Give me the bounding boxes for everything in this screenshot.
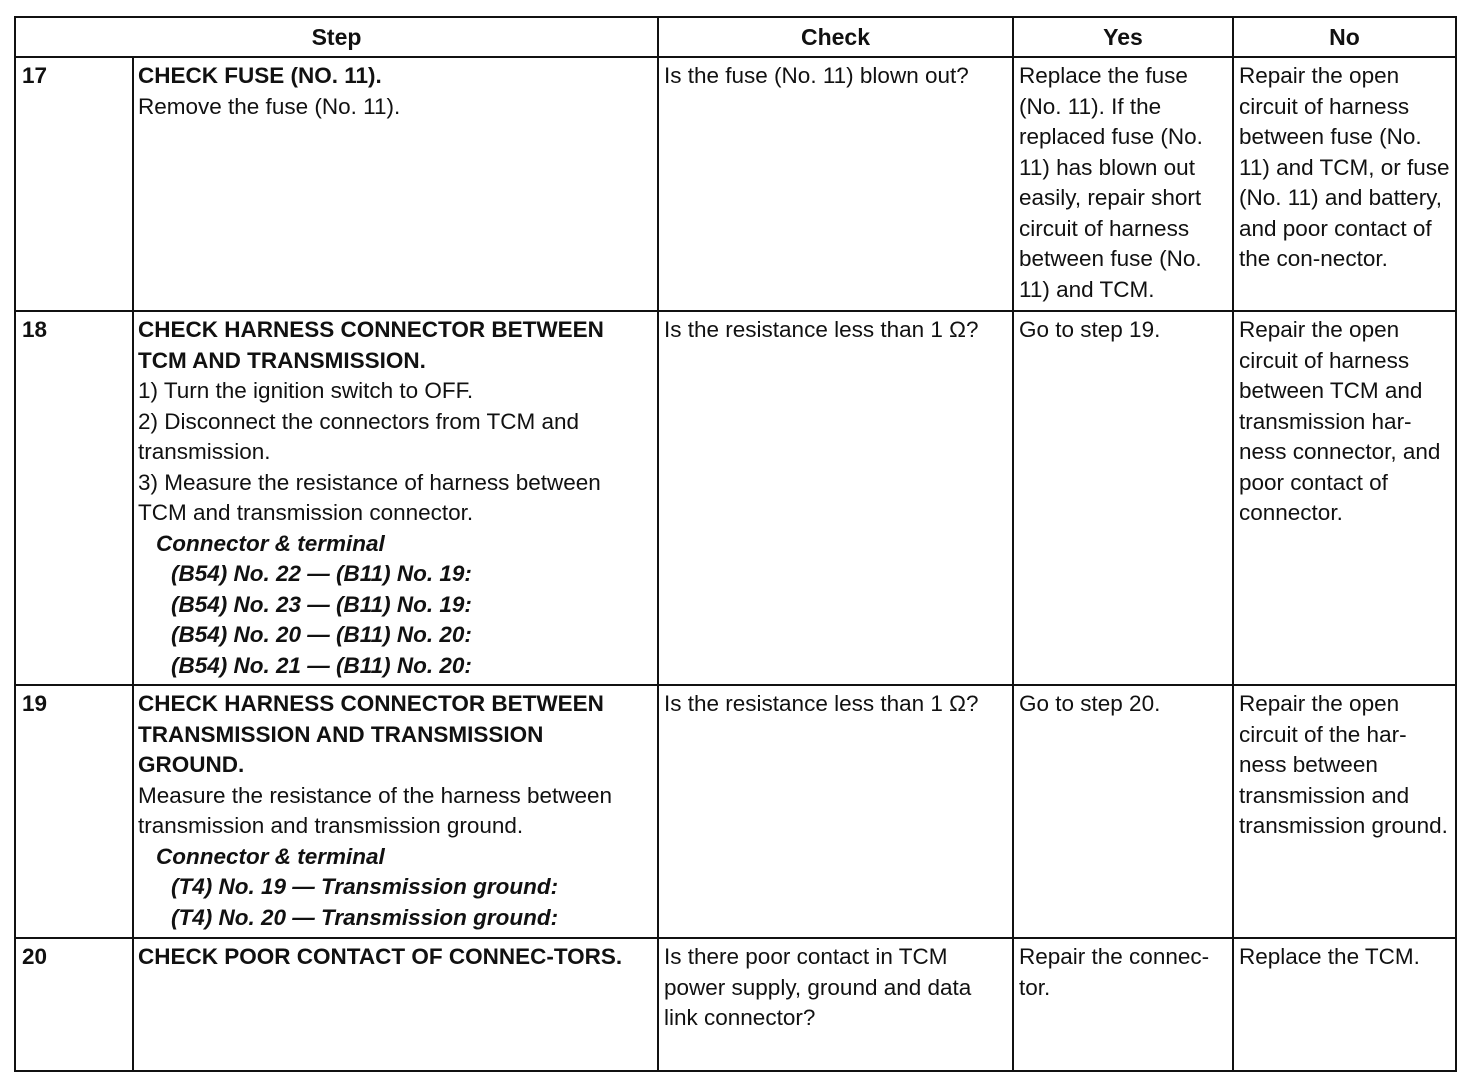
check-cell (658, 685, 1013, 938)
step-description (133, 685, 658, 938)
no-text: Repair the open circuit of the har-ness between transmission and transmission ground. (1239, 691, 1448, 838)
step-title: CHECK POOR CONTACT OF CONNEC-TORS. (138, 944, 623, 969)
step-number: 17 (15, 57, 133, 311)
step-instruction: 2) Disconnect the connectors from TCM and transmission. (138, 408, 580, 464)
header-yes: Yes (1013, 17, 1233, 57)
check-cell (658, 311, 1013, 685)
header-no: No (1233, 17, 1456, 57)
step-description (133, 57, 658, 311)
header-step: Step (15, 17, 658, 57)
yes-cell (1013, 685, 1233, 938)
terminal-pair: (B54) No. 21 — (B11) No. 20: (171, 652, 472, 678)
yes-text: Repair the connec-tor. (1019, 944, 1210, 1000)
check-cell (658, 57, 1013, 311)
yes-text: Go to step 20. (1019, 691, 1161, 716)
no-text: Repair the open circuit of harness between TCM and transmission har-ness connector, and poor contact of connector. (1239, 317, 1441, 525)
table-row (15, 938, 1456, 1071)
terminal-pair: (B54) No. 20 — (B11) No. 20: (171, 622, 472, 647)
step-instruction: 1) Turn the ignition switch to OFF. (138, 378, 474, 403)
terminal-pair: (T4) No. 19 — Transmission ground: (171, 874, 559, 899)
yes-cell (1013, 311, 1233, 685)
check-cell (658, 938, 1013, 1071)
yes-cell (1013, 57, 1233, 311)
no-cell (1233, 938, 1456, 1071)
step-title: CHECK FUSE (NO. 11). (138, 63, 382, 88)
step-number: 19 (15, 685, 133, 938)
step-description (133, 938, 658, 1071)
no-cell (1233, 57, 1456, 311)
table-row (15, 685, 1456, 938)
terminal-pair: (T4) No. 20 — Transmission ground: (171, 904, 559, 930)
check-text: Is the resistance less than 1 Ω? (664, 317, 979, 342)
table-row (15, 311, 1456, 685)
header-check: Check (658, 17, 1013, 57)
diagnostic-table (14, 16, 1457, 1072)
table-row (15, 57, 1456, 311)
step-instruction: Measure the resistance of the harness between transmission and transmission ground. (138, 782, 613, 838)
connector-terminal-heading: Connector & terminal (156, 530, 385, 556)
step-title: CHECK HARNESS CONNECTOR BETWEEN TCM AND TRANSMISSION. (138, 317, 604, 373)
step-title: CHECK HARNESS CONNECTOR BETWEEN TRANSMISSION AND TRANSMISSION GROUND. (138, 691, 604, 777)
step-description (133, 311, 658, 685)
yes-cell (1013, 938, 1233, 1071)
step-number: 20 (15, 938, 133, 1071)
check-text: Is there poor contact in TCM power supply, ground and data link connector? (664, 944, 972, 1030)
step-instruction: 3) Measure the resistance of harness between TCM and transmission connector. (138, 469, 601, 525)
step-instruction: Remove the fuse (No. 11). (138, 93, 401, 119)
no-cell (1233, 685, 1456, 938)
connector-terminal-heading: Connector & terminal (156, 843, 385, 869)
terminal-pair: (B54) No. 23 — (B11) No. 19: (171, 591, 472, 617)
no-cell (1233, 311, 1456, 685)
yes-text: Go to step 19. (1019, 317, 1161, 342)
step-number: 18 (15, 311, 133, 685)
terminal-pair: (B54) No. 22 — (B11) No. 19: (171, 561, 472, 586)
check-text: Is the resistance less than 1 Ω? (664, 691, 979, 716)
no-text: Repair the open circuit of harness between fuse (No. 11) and TCM, or fuse (No. 11) and battery, and poor contact of the con-nector. (1239, 63, 1450, 271)
no-text: Replace the TCM. (1239, 944, 1420, 969)
check-text: Is the fuse (No. 11) blown out? (664, 63, 969, 88)
header-row (15, 17, 1456, 57)
yes-text: Replace the fuse (No. 11). If the replaced fuse (No. 11) has blown out easily, repair short circuit of harness between fuse (No. 11) and TCM. (1019, 63, 1203, 302)
